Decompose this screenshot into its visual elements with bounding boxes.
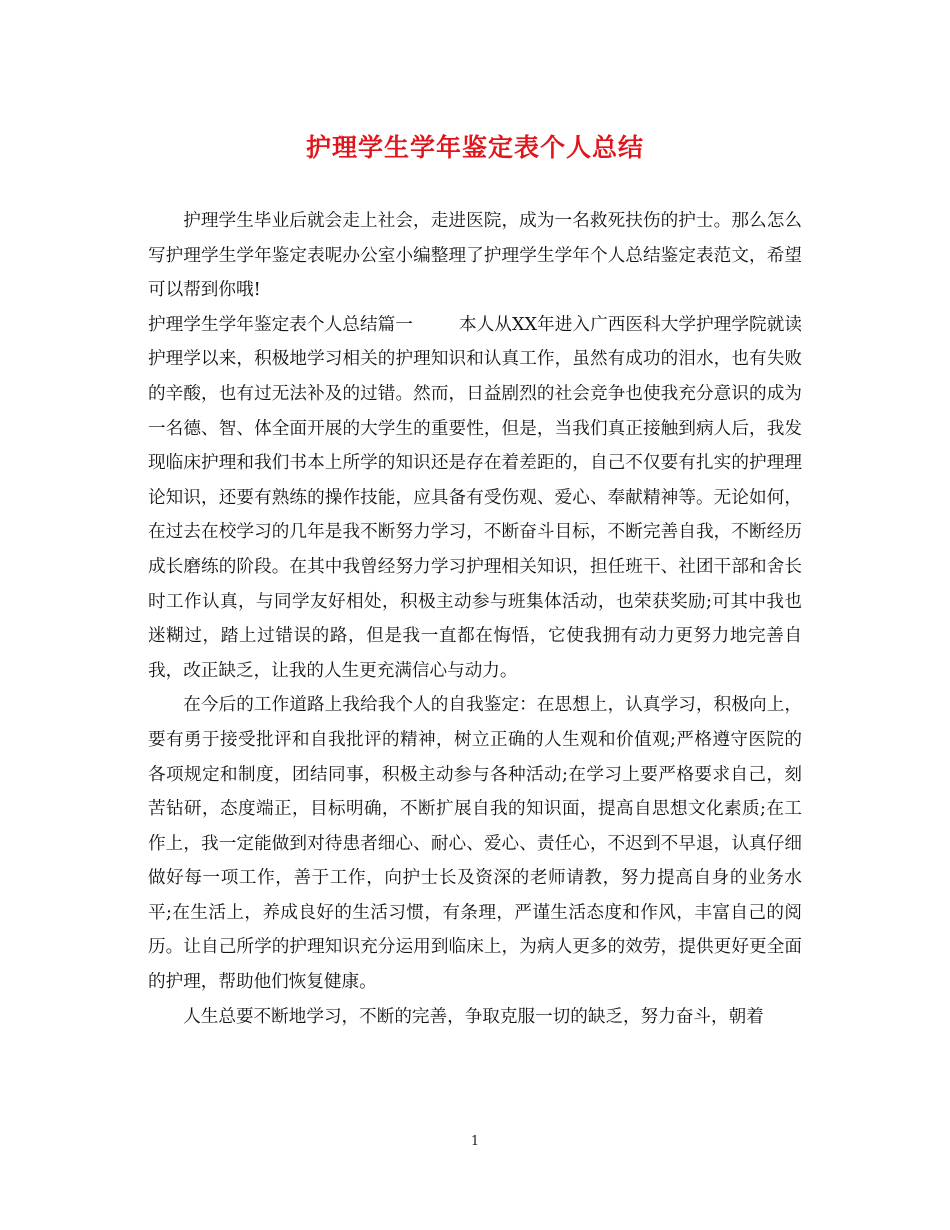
document-body: [148, 204, 802, 1034]
section-paragraph: [148, 308, 802, 689]
document-title: 护理学生学年鉴定表个人总结: [305, 133, 644, 162]
section-heading: 护理学生学年鉴定表个人总结篇一: [148, 314, 413, 335]
intro-paragraph: 护理学生毕业后就会走上社会，走进医院，成为一名救死扶伤的护士。那么怎么写护理学生学年鉴定表呢办公室小编整理了护理学生学年个人总结鉴定表范文，希望可以帮到你哦!: [148, 211, 802, 301]
page-number: 1: [470, 1134, 480, 1149]
self-evaluation-paragraph: 在今后的工作道路上我给我个人的自我鉴定：在思想上，认真学习，积极向上，要有勇于接受批评和自我批评的精神，树立正确的人生观和价值观;严格遵守医院的各项规定和制度，团结同事，积极主动参与各种活动;在学习上要严格要求自己，刻苦钻研，态度端正，目标明确，不断扩展自我的知识面，提高自思想文化素质;在工作上，我一定能做到对待患者细心、耐心、爱心、责任心，不迟到不早退，认真仔细做好每一项工作，善于工作，向护士长及资深的老师请教，努力提高自身的业务水平;在生活上，养成良好的生活习惯，有条理，严谨生活态度和作风，丰富自己的阅历。让自己所学的护理知识充分运用到临床上，为病人更多的效劳，提供更好更全面的护理，帮助他们恢复健康。: [148, 695, 802, 993]
closing-paragraph: 人生总要不断地学习，不断的完善，争取克服一切的缺乏，努力奋斗，朝着: [183, 1006, 764, 1027]
section-body-text: 本人从XX年进入广西医科大学护理学院就读护理学以来，积极地学习相关的护理知识和认真工作，虽然有成功的泪水，也有失败的辛酸，也有过无法补及的过错。然而，日益剧烈的社会竞争也使我充分意识的成为一名德、智、体全面开展的大学生的重要性，但是，当我们真正接触到病人后，我发现临床护理和我们书本上所学的知识还是存在着差距的，自己不仅要有扎实的护理理论知识，还要有熟练的操作技能，应具备有受伤观、爱心、奉献精神等。无论如何，在过去在校学习的几年是我不断努力学习，不断奋斗目标，不断完善自我，不断经历成长磨练的阶段。在其中我曾经努力学习护理相关知识，担任班干、社团干部和舍长时工作认真，与同学友好相处，积极主动参与班集体活动，也荣获奖励;可其中我也迷糊过，踏上过错误的路，但是我一直都在悔悟，它使我拥有动力更努力地完善自我，改正缺乏，让我的人生更充满信心与动力。: [148, 314, 802, 681]
